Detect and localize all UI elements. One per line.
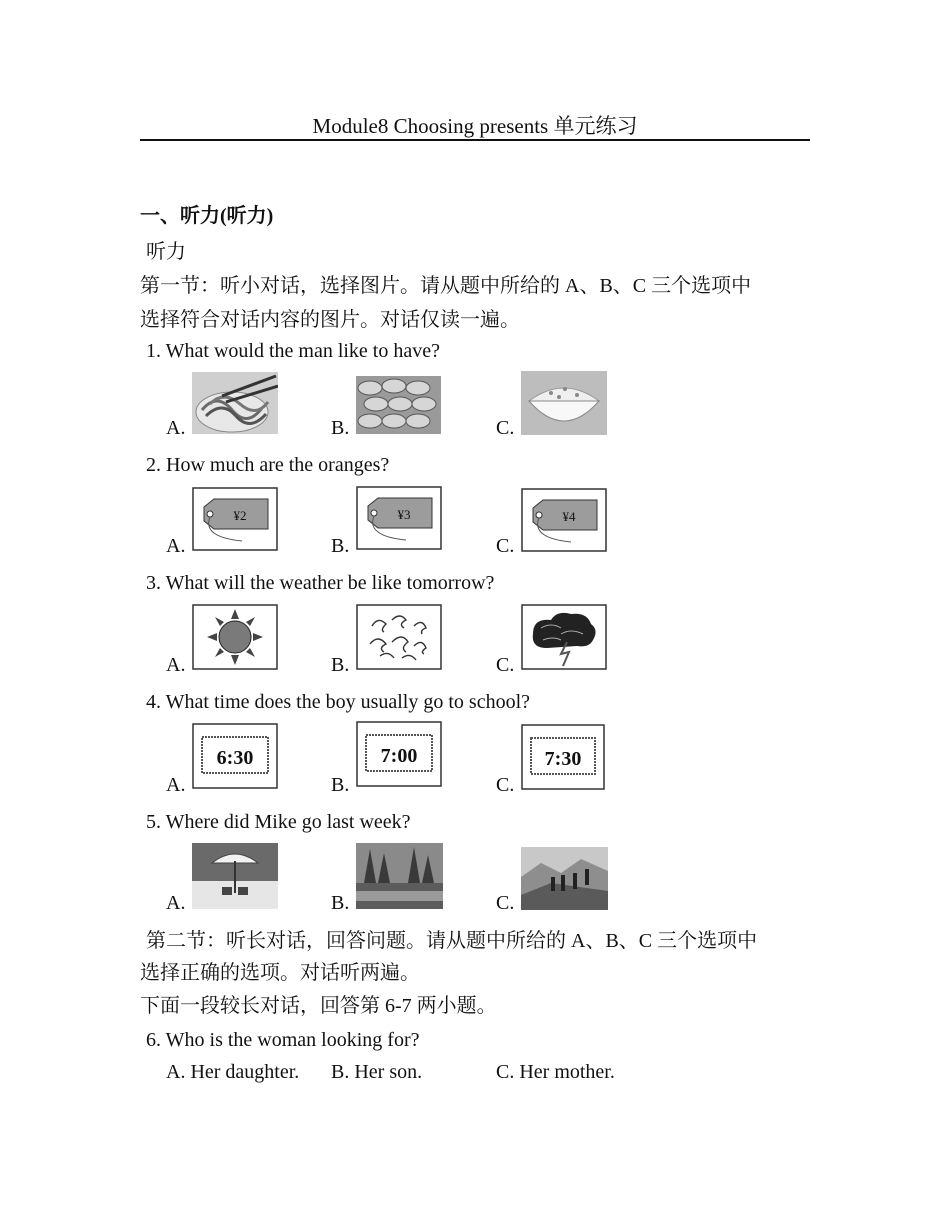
clock-image-b — [356, 721, 442, 787]
subheading: 听力 — [146, 241, 186, 263]
q1-option-c-label: C. — [496, 417, 515, 439]
price-label-c: ¥4 — [562, 509, 576, 524]
q4-option-b-label: B. — [331, 774, 350, 796]
rice-image — [521, 371, 607, 435]
mountain-hikers-image — [521, 847, 608, 910]
dumplings-image — [356, 376, 441, 434]
price-tag-image-b — [356, 486, 442, 550]
sunny-icon — [192, 604, 278, 670]
q2-option-a-label: A. — [166, 535, 186, 557]
q1-option-b-label: B. — [331, 417, 350, 439]
part2-note: 下面一段较长对话，回答第 6-7 两小题。 — [140, 995, 497, 1017]
part2-instruction-2: 选择正确的选项。对话听两遍。 — [140, 962, 420, 984]
price-label-b: ¥3 — [397, 507, 411, 522]
time-label-a: 6:30 — [216, 747, 254, 769]
time-label-c: 7:30 — [544, 748, 582, 770]
q6-option-a: A. Her daughter. — [166, 1061, 300, 1083]
q6-option-b: B. Her son. — [331, 1061, 423, 1083]
windy-icon — [356, 604, 442, 670]
clock-image-c — [521, 724, 605, 790]
price-label-a: ¥2 — [233, 508, 247, 523]
question-1: 1. What would the man like to have? — [146, 340, 440, 362]
time-label-b: 7:00 — [380, 745, 418, 767]
q2-option-c-label: C. — [496, 535, 515, 557]
q3-option-c-label: C. — [496, 654, 515, 676]
section-heading: 一、听力(听力) — [140, 205, 274, 227]
q2-option-b-label: B. — [331, 535, 350, 557]
question-6: 6. Who is the woman looking for? — [146, 1029, 420, 1051]
q5-option-c-label: C. — [496, 892, 515, 914]
document-title: Module8 Choosing presents 单元练习 — [312, 114, 638, 138]
price-tag-image-c — [521, 488, 607, 552]
clock-image-a — [192, 723, 278, 789]
q4-option-a-label: A. — [166, 774, 186, 796]
q5-option-a-label: A. — [166, 892, 186, 914]
forest-lake-image — [356, 843, 443, 909]
part1-instruction-2: 选择符合对话内容的图片。对话仅读一遍。 — [140, 309, 520, 331]
question-3: 3. What will the weather be like tomorrow? — [146, 572, 495, 594]
beach-image — [192, 843, 278, 909]
part2-instruction-1: 第二节：听长对话，回答问题。请从题中所给的 A、B、C 三个选项中 — [146, 930, 758, 952]
q6-option-c: C. Her mother. — [496, 1061, 615, 1083]
q3-option-b-label: B. — [331, 654, 350, 676]
stormy-icon — [521, 604, 607, 670]
title-underline — [140, 139, 810, 141]
question-5: 5. Where did Mike go last week? — [146, 811, 411, 833]
question-2: 2. How much are the oranges? — [146, 454, 390, 476]
q3-option-a-label: A. — [166, 654, 186, 676]
question-4: 4. What time does the boy usually go to school? — [146, 691, 531, 713]
q5-option-b-label: B. — [331, 892, 350, 914]
part1-instruction-1: 第一节：听小对话，选择图片。请从题中所给的 A、B、C 三个选项中 — [140, 275, 752, 297]
q4-option-c-label: C. — [496, 774, 515, 796]
price-tag-image-a — [192, 487, 278, 551]
noodles-image — [192, 372, 278, 434]
q1-option-a-label: A. — [166, 417, 186, 439]
